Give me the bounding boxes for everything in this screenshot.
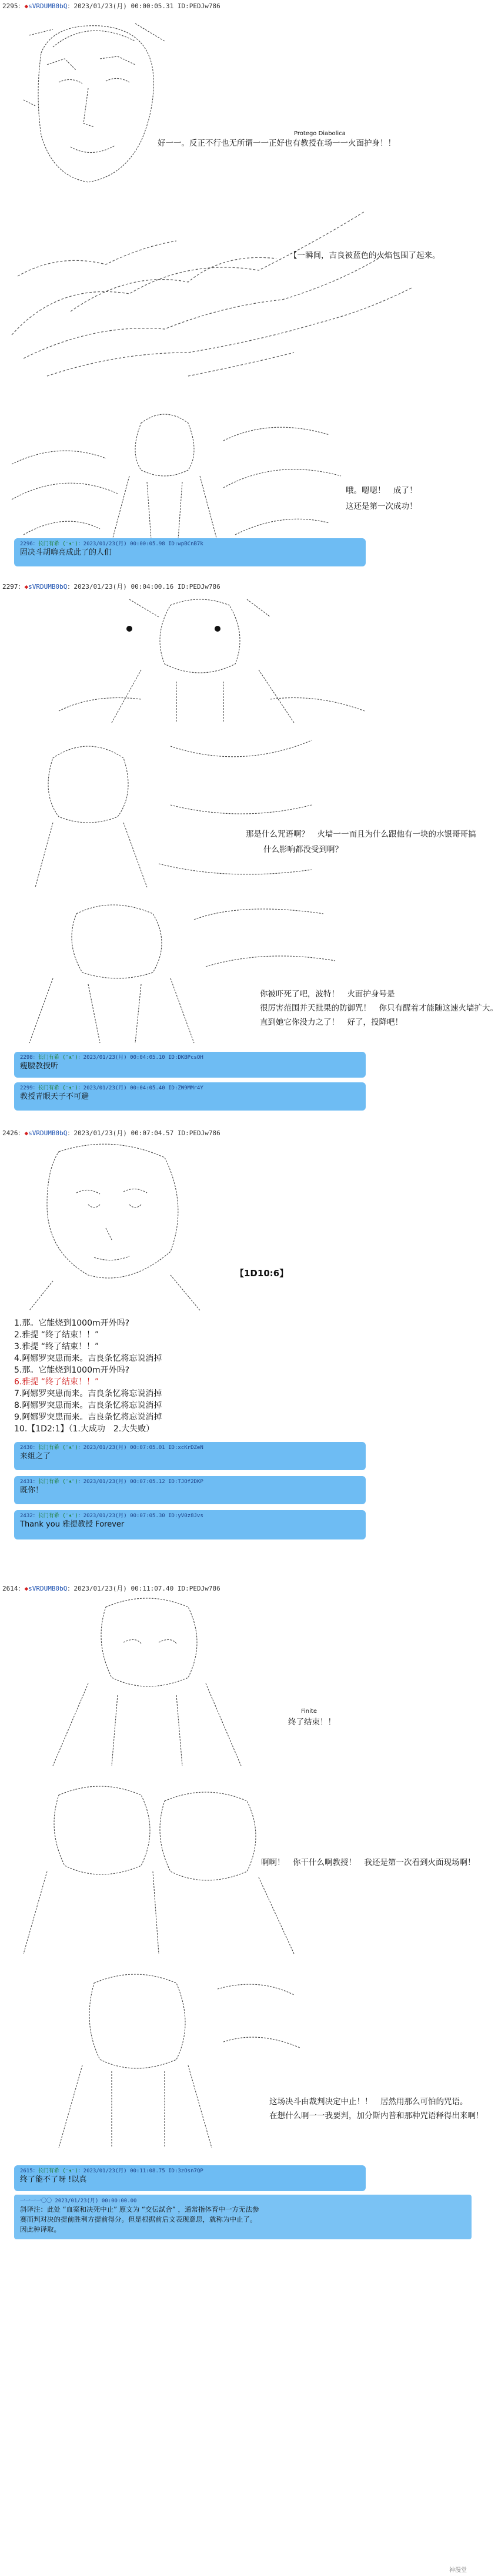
note-line: 斜译注：此处 “血案和决死中止” 原文为 “交伝試合” ，通常指体育中一方无法参	[20, 2205, 259, 2213]
reply-message: 既你！	[20, 1486, 44, 1495]
poster-name[interactable]: sVRDUMB0bQ	[28, 583, 68, 591]
choice-item: 2.雅提 “终了结束！！”	[14, 1330, 99, 1340]
reply-number[interactable]: 2296	[20, 541, 33, 547]
reply-box: 2299：长门有希 (ᵔᴥᵔ)：2023/01/23(月) 00:04:05.40 ID:ZW9MMr4Y 教授青眼天子不可避	[14, 1082, 366, 1111]
ascii-art-flames	[12, 206, 435, 382]
post-number[interactable]: 2295	[2, 2, 18, 10]
reply-box: 2298：长门有希 (ᵔᴥᵔ)：2023/01/23(月) 00:04:05.10 ID:DKBPcsOH 瘦腰教授听	[14, 1052, 366, 1078]
reply-message: 教授青眼天子不可避	[20, 1092, 89, 1101]
ascii-art-figure	[24, 1971, 306, 2148]
note-meta: 一一一一〇〇 2023/01/23(月) 00:00:00.00	[20, 2198, 137, 2204]
dialog-line: 那是什么咒语啊？ 火墙一一而且为什么跟他有一块的水银哥哥搞	[246, 830, 476, 839]
post-header: 2295：◆sVRDUMB0bQ：2023/01/23(月) 00:00:05.31 ID:PEDJw786	[2, 2, 220, 10]
dialog-line: 这场决斗由裁判决定中止！！ 居然用那么可怕的咒语。	[269, 2097, 468, 2107]
choice-item: 10.【1D2:1】（1.大成功 2.大失败）	[14, 1424, 155, 1434]
dialog-line: 什么影响都没受到啊？	[263, 845, 343, 854]
reply-box: 2296：长门有希 (ᵔᴥᵔ)：2023/01/23(月) 00:00:05.98 ID:wpBCnB7k 固决斗胡嗨亮成此了的人们	[14, 538, 366, 566]
dialog-line: 在想什么啊一一我要判，加分斯内普和那种咒语释得出来啊！	[269, 2111, 484, 2121]
reply-number[interactable]: 2431	[20, 1479, 33, 1485]
post-number[interactable]: 2297	[2, 583, 18, 591]
choice-item: 5.那。它能烧到1000m开外吗?	[14, 1366, 130, 1375]
poster-name[interactable]: sVRDUMB0bQ	[28, 1129, 68, 1137]
poster-name[interactable]: sVRDUMB0bQ	[28, 2, 68, 10]
post-meta: 2023/01/23(月) 00:11:07.40 ID:PEDJw786	[73, 1585, 220, 1592]
reply-meta: 2023/01/23(月) 00:07:05.01 ID:xcKrDZeN	[83, 1445, 203, 1451]
trip-diamond: ◆	[24, 1129, 29, 1137]
ruby-protego: Protego Diabolica	[294, 130, 346, 137]
reply-meta: 2023/01/23(月) 00:07:05.12 ID:TJOf2DKP	[83, 1479, 203, 1485]
choice-item: 1.那。它能烧到1000m开外吗?	[14, 1319, 130, 1328]
choice-item: 3.雅提 “终了结束！！”	[14, 1342, 99, 1351]
reply-meta: 2023/01/23(月) 00:04:05.40 ID:ZW9MMr4Y	[83, 1085, 203, 1091]
dice-result: 【1D10:6】	[235, 1268, 289, 1279]
reply-message: Thank you 雅提教授 Forever	[20, 1520, 125, 1529]
reply-box: 2615：长门有希 (ᵔᴥᵔ)：2023/01/23(月) 00:11:08.75 ID:3zOsn7QP 终了能不了呀 !以真	[14, 2165, 366, 2191]
trip-diamond: ◆	[24, 2, 29, 10]
reply-box: 2431：长门有希 (ᵔᴥᵔ)：2023/01/23(月) 00:07:05.12 ID:TJOf2DKP 既你！	[14, 1476, 366, 1504]
reply-number[interactable]: 2299	[20, 1085, 33, 1091]
ruby-finite: Finite	[301, 1708, 317, 1715]
reply-name: 长门有希 (ᵔᴥᵔ)	[38, 1445, 78, 1451]
note-line: 因此种译取。	[20, 2225, 61, 2233]
translator-note	[14, 2195, 472, 2239]
ascii-art-face	[12, 1140, 212, 1310]
post-header: 2614：◆sVRDUMB0bQ：2023/01/23(月) 00:11:07.40 ID:PEDJw786	[2, 1585, 220, 1592]
post-number[interactable]: 2614	[2, 1585, 18, 1592]
reply-box: 2432：长门有希 (ᵔᴥᵔ)：2023/01/23(月) 00:07:05.30 ID:yV0z8Jvs Thank you 雅提教授 Forever	[14, 1510, 366, 1539]
reply-message: 固决斗胡嗨亮成此了的人们	[20, 548, 112, 557]
reply-message: 来组之了	[20, 1452, 51, 1461]
ascii-art-figure	[18, 734, 323, 893]
post-header: 2426：◆sVRDUMB0bQ：2023/01/23(月) 00:07:04.57 ID:PEDJw786	[2, 1129, 220, 1137]
choice-item: 9.阿娜罗突患而来。吉良条忆将忘说消掉	[14, 1413, 162, 1422]
post-meta: 2023/01/23(月) 00:07:04.57 ID:PEDJw786	[73, 1129, 220, 1137]
reply-name: 长门有希 (ᵔᴥᵔ)	[38, 541, 78, 547]
trip-diamond: ◆	[24, 583, 29, 591]
dialog-line: 终了结束！！	[288, 1718, 336, 1727]
reply-name: 长门有希 (ᵔᴥᵔ)	[38, 1479, 78, 1485]
narration-line: 【一瞬间，吉良被蓝色的火焰包围了起来。	[289, 251, 440, 260]
reply-number[interactable]: 2430	[20, 1445, 33, 1451]
choice-item: 4.阿娜罗突患而来。吉良条忆将忘说消掉	[14, 1354, 162, 1363]
dialog-line: 哦。嗯嗯！ 成了！	[346, 486, 417, 495]
reply-name: 长门有希 (ᵔᴥᵔ)	[38, 1513, 78, 1519]
reply-name: 长门有希 (ᵔᴥᵔ)	[38, 1055, 78, 1061]
reply-message: 终了能不了呀 !以真	[20, 2175, 87, 2184]
note-line: 赛而判对决的提前胜利方提前得分。但是根据前后文表现意思，就称为中止了。	[20, 2215, 257, 2223]
reply-meta: 2023/01/23(月) 00:04:05.10 ID:DKBPcsOH	[83, 1055, 203, 1061]
dialog-line: 直到她它你没力之了！ 好了，投降吧！	[260, 1018, 403, 1027]
post-2295	[0, 0, 470, 573]
post-meta: 2023/01/23(月) 00:00:05.31 ID:PEDJw786	[73, 2, 220, 10]
choice-item: 7.阿娜罗突患而来。吉良条忆将忘说消掉	[14, 1389, 162, 1398]
choice-item-selected: 6.雅提 “终了结束！！”	[14, 1377, 99, 1387]
ascii-art-face	[18, 18, 171, 194]
trip-diamond: ◆	[24, 1585, 29, 1592]
reply-number[interactable]: 2298	[20, 1055, 33, 1061]
dialog-line: 你被吓死了吧，波特！ 火面护身号是	[260, 990, 395, 999]
post-number[interactable]: 2426	[2, 1129, 18, 1137]
reply-name: 长门有希 (ᵔᴥᵔ)	[38, 2168, 78, 2174]
reply-name: 长门有希 (ᵔᴥᵔ)	[38, 1085, 78, 1091]
ascii-art-character	[24, 593, 376, 729]
post-2426	[0, 1128, 470, 1575]
watermark: 神漫堂	[449, 2567, 467, 2574]
dialog-line: 啊啊！ 你干什么啊教授！ 我还是第一次看到火面现场啊！	[261, 1858, 476, 1867]
post-header: 2297：◆sVRDUMB0bQ：2023/01/23(月) 00:04:00.16 ID:PEDJw786	[2, 583, 220, 591]
dialog-line: 这还是第一次成功！	[346, 502, 417, 511]
poster-name[interactable]: sVRDUMB0bQ	[28, 1585, 68, 1592]
choice-item: 8.阿娜罗突患而来。吉良条忆将忘说消掉	[14, 1401, 162, 1410]
post-meta: 2023/01/23(月) 00:04:00.16 ID:PEDJw786	[73, 583, 220, 591]
dialog-line: 好一一。反正不行也无所谓一一正好也有教授在场一一火面护身！！	[158, 139, 396, 148]
reply-number[interactable]: 2432	[20, 1513, 33, 1519]
reply-meta: 2023/01/23(月) 00:11:08.75 ID:3zOsn7QP	[83, 2168, 203, 2174]
post-2297	[0, 582, 498, 1175]
reply-message: 瘦腰教授听	[20, 1062, 59, 1071]
ascii-art-figure	[18, 1595, 276, 1766]
reply-meta: 2023/01/23(月) 00:00:05.98 ID:wpBCnB7k	[83, 541, 203, 547]
choice-list	[14, 1317, 162, 1435]
post-2614	[0, 1584, 484, 2576]
reply-meta: 2023/01/23(月) 00:07:05.30 ID:yV0z8Jvs	[83, 1513, 203, 1519]
reply-box: 2430：长门有希 (ᵔᴥᵔ)：2023/01/23(月) 00:07:05.01 ID:xcKrDZeN 来组之了	[14, 1442, 366, 1470]
reply-number[interactable]: 2615	[20, 2168, 33, 2174]
dialog-line: 很厉害范围并天批果的防御咒！ 你只有醒着才能随这速火墙扩大。	[260, 1004, 498, 1013]
